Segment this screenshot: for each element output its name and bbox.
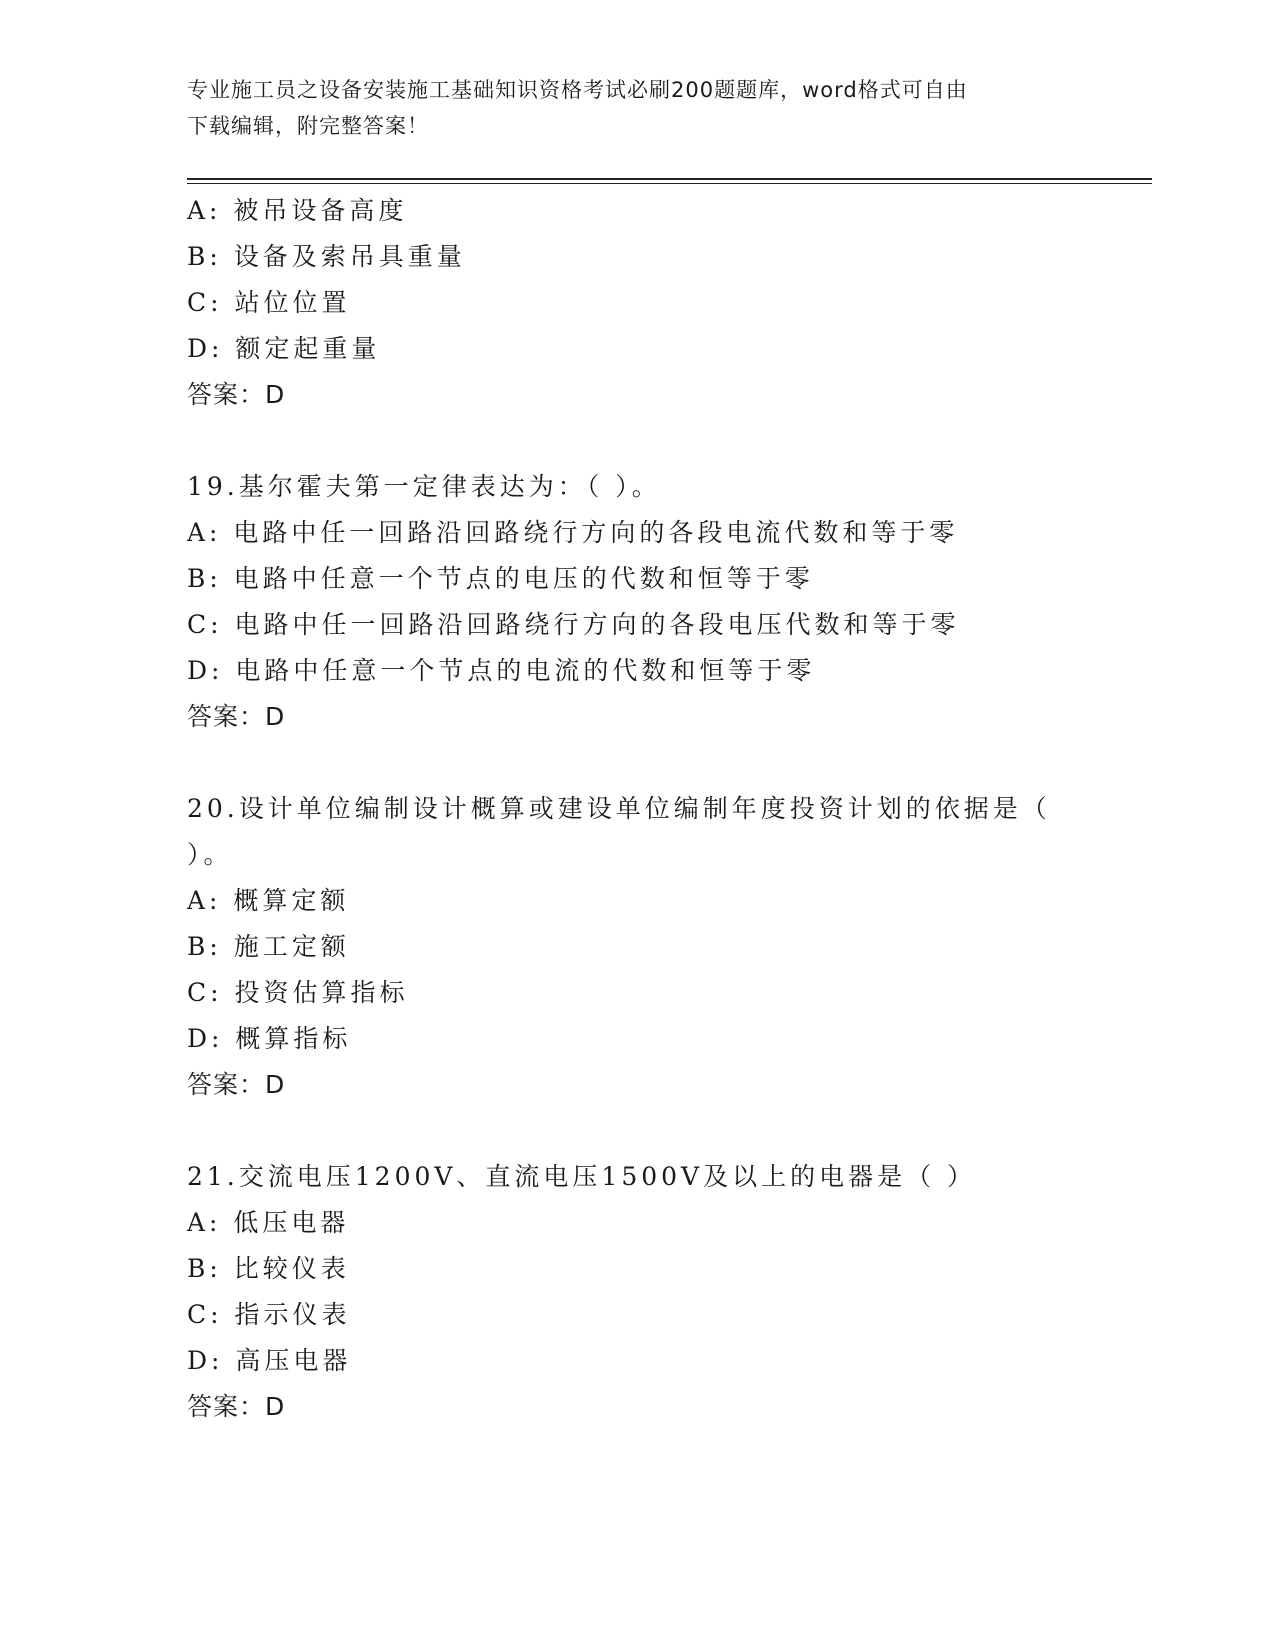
option-c: C: 指示仪表	[187, 1300, 351, 1329]
option-a: A: 被吊设备高度	[187, 196, 408, 225]
question-stem-continued: ）。	[187, 840, 233, 869]
spacer	[187, 1108, 1087, 1154]
header-line-2: 下载编辑，附完整答案！	[187, 114, 429, 138]
option-b: B: 比较仪表	[187, 1254, 350, 1283]
header-divider-thick	[187, 178, 1152, 180]
option-c: C: 站位位置	[187, 288, 351, 317]
option-b: B: 施工定额	[187, 932, 350, 961]
document-header	[187, 72, 1067, 144]
answer: 答案：D	[187, 1070, 286, 1099]
question-stem: 21.交流电压1200V、直流电压1500V及以上的电器是（ ）	[187, 1162, 977, 1191]
question-18-tail	[187, 188, 1087, 418]
answer: 答案：D	[187, 380, 286, 409]
option-d: D: 高压电器	[187, 1346, 352, 1375]
option-d: D: 电路中任意一个节点的电流的代数和恒等于零	[187, 656, 816, 685]
option-c: C: 电路中任一回路沿回路绕行方向的各段电压代数和等于零	[187, 610, 960, 639]
question-21	[187, 1154, 1087, 1430]
option-b: B: 设备及索吊具重量	[187, 242, 466, 271]
option-d: D: 概算指标	[187, 1024, 352, 1053]
option-a: A: 低压电器	[187, 1208, 350, 1237]
option-d: D: 额定起重量	[187, 334, 381, 363]
spacer	[187, 740, 1087, 786]
question-19	[187, 464, 1087, 740]
option-a: A: 电路中任一回路沿回路绕行方向的各段电流代数和等于零	[187, 518, 959, 547]
question-list	[187, 188, 1087, 1430]
spacer	[187, 418, 1087, 464]
question-20	[187, 786, 1087, 1108]
header-line-1: 专业施工员之设备安装施工基础知识资格考试必刷200题题库，word格式可自由	[187, 78, 968, 102]
question-stem: 20.设计单位编制设计概算或建设单位编制年度投资计划的依据是（	[187, 794, 1051, 823]
option-c: C: 投资估算指标	[187, 978, 409, 1007]
header-divider-thin	[187, 183, 1152, 184]
question-stem: 19.基尔霍夫第一定律表达为：（ ）。	[187, 472, 661, 501]
option-a: A: 概算定额	[187, 886, 350, 915]
option-b: B: 电路中任意一个节点的电压的代数和恒等于零	[187, 564, 814, 593]
answer: 答案：D	[187, 1392, 286, 1421]
answer: 答案：D	[187, 702, 286, 731]
